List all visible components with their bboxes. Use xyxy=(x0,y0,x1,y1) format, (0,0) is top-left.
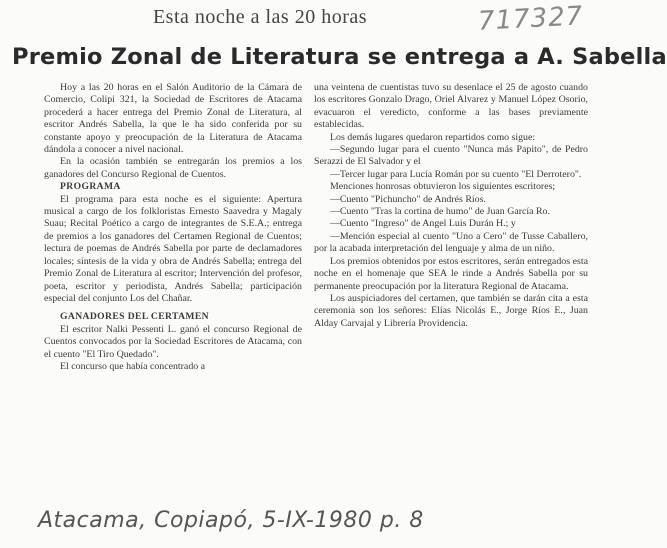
list-item: —Segundo lugar para el cuento "Nunca más Papito", de Pedro Serazzi de El Salvador y el xyxy=(314,144,588,168)
paragraph: Menciones honrosas obtuvieron los siguientes escritores; xyxy=(330,181,556,193)
kicker: Esta noche a las 20 horas xyxy=(152,6,368,28)
paragraph: Hoy a las 20 horas en el Salón Auditorio de la Cámara de Comercio, Colipi 321, la Sociedad de Escritores de Atacama procederá a hacer entrega del Premio Zonal de Literatura, al escritor Andrés Sabella, la que le ha sido conferida por su constante apoyo y preocupación de la Literatura de Atacama dándola a conocer a nivel nacional. xyxy=(44,82,302,156)
right-column xyxy=(314,82,588,330)
paragraph: Los premios obtenidos por estos escritores, serán entregados esta noche en el homenaje que SEA le rinde a Andrés Sabella por su permanente preocupación por la literatura Regional de Atacama. xyxy=(314,255,588,292)
list-item: —Mención especial al cuento "Uno a Cero" de Tusse Caballero, por la acabada interpretación del lenguaje y alma de un niño. xyxy=(314,230,588,255)
list-item: —Cuento "Tras la cortina de humo" de Juan García Ro. xyxy=(330,206,550,218)
paragraph: Los auspiciadores del certamen, que también se darán cita a esta ceremonia son los señores: Elías Nicolás E., Jorge Ríos E., Juan Alday Carvajal y Librería Providencia. xyxy=(314,292,588,329)
left-column xyxy=(44,82,302,373)
list-item: —Cuento "Pichuncho" de Andrés Ríos. xyxy=(330,193,486,205)
section-heading-ganadores: GANADORES DEL CERTAMEN xyxy=(60,311,210,323)
section-heading-programa: PROGRAMA xyxy=(60,181,121,193)
paragraph: En la ocasión también se entregarán los premios a los ganadores del Concurso Regional de Cuentos. xyxy=(44,156,302,180)
paragraph: El concurso que había concentrado a xyxy=(60,360,206,372)
handwritten-source-note: Atacama, Copiapó, 5-IX-1980 p. 8 xyxy=(38,508,424,533)
list-item: —Tercer lugar para Lucía Román por su cuento "El Derrotero". xyxy=(330,168,582,180)
paragraph: una veintena de cuentistas tuvo su desenlace el 25 de agosto cuando los escritores Gonzalo Drago, Oriel Alvarez y Manuel López Osorio, evacuaron el veredicto, conforme a las bases previamente establecidas. xyxy=(314,82,588,131)
paragraph: El escritor Nalki Pessenti L. ganó el concurso Regional de Cuentos convocados por la Sociedad Escritores de Atacama, con el cuento "El Tiro Quedado". xyxy=(44,323,302,360)
archive-number: 717327 xyxy=(477,1,584,37)
paragraph: Los demás lugares quedaron repartidos como sigue: xyxy=(330,131,536,143)
paragraph: El programa para esta noche es el siguiente: Apertura musical a cargo de los folkloristas Ernesto Saavedra y Magaly Suau; Recital Poético a cargo de integrantes de S.E.A.; entrega de premios a los ganadores del Certamen Regional de Cuentos; lectura de poemas de Andrés Sabella por parte de declamadores locales; síntesis de la vida y obra de Andrés Sabella; entrega del Premio Zonal de Literatura al escritor; Intervención del profesor, poeta, escritor y periodista, Andrés Sabella; participación especial del conjunto Los del Chañar. xyxy=(44,193,302,304)
list-item: —Cuento "Ingreso" de Angel Luis Durán H.; y xyxy=(330,218,516,230)
headline: Premio Zonal de Literatura se entrega a A. Sabella xyxy=(12,44,667,70)
